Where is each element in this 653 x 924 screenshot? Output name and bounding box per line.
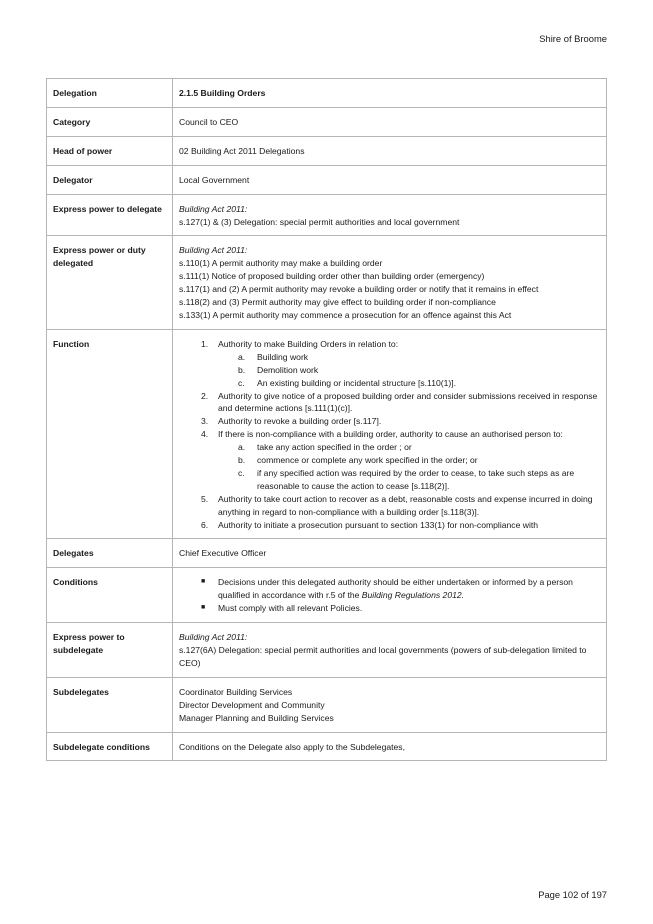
list-item — [179, 493, 600, 519]
condition-text: Must comply with all relevant Policies. — [218, 603, 363, 614]
table-row-delegator — [47, 165, 607, 194]
sub-item-text: An existing building or incidental structure [s.110(1)]. — [257, 377, 457, 388]
row-label: Express power or duty delegated — [47, 236, 173, 329]
list-item — [179, 602, 600, 615]
item-text: Authority to give notice of a proposed building order and consider submissions received in response and determine actions [s.111(1)(c)]. — [218, 390, 598, 414]
delegates-value: Chief Executive Officer — [173, 539, 607, 568]
category-value: Council to CEO — [173, 107, 607, 136]
section-line: s.117(1) and (2) A permit authority may revoke a building order or notify that it remains in effect — [179, 284, 539, 295]
row-label: Head of power — [47, 136, 173, 165]
item-number: 6. — [201, 519, 209, 530]
table-row-function — [47, 329, 607, 539]
function-value — [173, 329, 607, 539]
row-label: Delegation — [47, 79, 173, 108]
square-bullet-icon: ■ — [201, 604, 206, 612]
express-power-subdelegate-value — [173, 623, 607, 678]
subdelegate-conditions-value: Conditions on the Delegate also apply to the Subdelegates, — [173, 732, 607, 761]
list-item — [179, 428, 600, 493]
table-row-express-power-to-delegate — [47, 194, 607, 236]
row-label: Delegates — [47, 539, 173, 568]
sub-list-item — [218, 377, 600, 390]
row-label: Subdelegate conditions — [47, 732, 173, 761]
sub-item-text: if any specified action was required by the order to cease, to take such steps as are reasonable to cause the action to cease [s.118(2)]. — [257, 467, 575, 491]
table-row-conditions — [47, 568, 607, 623]
row-label: Subdelegates — [47, 677, 173, 732]
section-line: s.127(1) & (3) Delegation: special permit authorities and local government — [179, 216, 460, 227]
row-label: Category — [47, 107, 173, 136]
square-bullet-icon: ■ — [201, 578, 206, 586]
section-line: s.110(1) A permit authority may make a building order — [179, 258, 383, 269]
delegation-table — [46, 78, 607, 761]
table-row-subdelegate-conditions — [47, 732, 607, 761]
act-name: Building Act 2011: — [179, 632, 248, 643]
subdelegate-line: Coordinator Building Services — [179, 686, 293, 697]
row-label: Express power to delegate — [47, 194, 173, 236]
list-item — [179, 576, 600, 602]
delegation-title: 2.1.5 Building Orders — [173, 79, 607, 108]
list-item — [179, 390, 600, 416]
table-row-express-power-delegated — [47, 236, 607, 329]
item-number: 4. — [201, 429, 209, 440]
express-power-delegated-value — [173, 236, 607, 329]
row-label: Function — [47, 329, 173, 539]
express-power-to-delegate-value — [173, 194, 607, 236]
section-line: s.118(2) and (3) Permit authority may give effect to building order if non-compliance — [179, 297, 496, 308]
sub-list — [218, 441, 600, 493]
section-line: s.111(1) Notice of proposed building order other than building order (emergency) — [179, 271, 485, 282]
item-text: Authority to make Building Orders in relation to: — [218, 338, 399, 349]
head-of-power-value: 02 Building Act 2011 Delegations — [173, 136, 607, 165]
act-name: Building Act 2011: — [179, 245, 248, 256]
page-header-organisation: Shire of Broome — [539, 33, 607, 44]
sub-list-item — [218, 467, 600, 493]
sub-list-item — [218, 364, 600, 377]
item-text: Authority to take court action to recover as a debt, reasonable costs and expense incurred in doing anything in regard to non-compliance with a building order [s.118(3)]. — [218, 493, 593, 517]
sub-list-item — [218, 454, 600, 467]
conditions-list — [179, 576, 600, 615]
sub-item-letter: a. — [238, 442, 246, 453]
sub-item-letter: a. — [238, 351, 246, 362]
sub-item-text: commence or complete any work specified in the order; or — [257, 455, 478, 466]
subdelegate-line: Manager Planning and Building Services — [179, 712, 334, 723]
table-row-delegates — [47, 539, 607, 568]
sub-item-letter: c. — [238, 467, 245, 478]
sub-item-text: Demolition work — [257, 364, 319, 375]
act-name: Building Act 2011: — [179, 203, 248, 214]
table-row-delegation — [47, 79, 607, 108]
sub-list-item — [218, 441, 600, 454]
section-line: s.133(1) A permit authority may commence a prosecution for an offence against this Act — [179, 309, 512, 320]
subdelegate-line: Director Development and Community — [179, 699, 325, 710]
list-item — [179, 519, 600, 532]
item-text: Authority to revoke a building order [s.117]. — [218, 416, 382, 427]
condition-text: Decisions under this delegated authority should be either undertaken or informed by a person qualified in accordance with r.5 of the — [218, 577, 573, 601]
sub-item-text: take any action specified in the order ; or — [257, 442, 412, 453]
page-number: Page 102 of 197 — [538, 889, 607, 900]
sub-item-letter: c. — [238, 377, 245, 388]
sub-list — [218, 351, 600, 390]
table-row-subdelegates — [47, 677, 607, 732]
table-row-category — [47, 107, 607, 136]
list-item — [179, 338, 600, 390]
item-number: 5. — [201, 493, 209, 504]
regulation-name: Building Regulations 2012. — [361, 590, 465, 601]
sub-list-item — [218, 351, 600, 364]
item-number: 2. — [201, 390, 209, 401]
table-row-express-power-subdelegate — [47, 623, 607, 678]
section-line: s.127(6A) Delegation: special permit authorities and local governments (powers of sub-delegation limited to CEO) — [179, 645, 587, 668]
sub-item-letter: b. — [238, 364, 246, 375]
sub-item-text: Building work — [257, 351, 309, 362]
list-item — [179, 415, 600, 428]
item-number: 3. — [201, 416, 209, 427]
subdelegates-value — [173, 677, 607, 732]
item-text: If there is non-compliance with a building order, authority to cause an authorised person to: — [218, 429, 563, 440]
row-label: Express power to subdelegate — [47, 623, 173, 678]
item-text: Authority to initiate a prosecution pursuant to section 133(1) for non-compliance with — [218, 519, 539, 530]
conditions-value — [173, 568, 607, 623]
delegator-value: Local Government — [173, 165, 607, 194]
sub-item-letter: b. — [238, 455, 246, 466]
function-list — [179, 338, 600, 532]
row-label: Delegator — [47, 165, 173, 194]
row-label: Conditions — [47, 568, 173, 623]
item-number: 1. — [201, 338, 209, 349]
table-row-head-of-power — [47, 136, 607, 165]
